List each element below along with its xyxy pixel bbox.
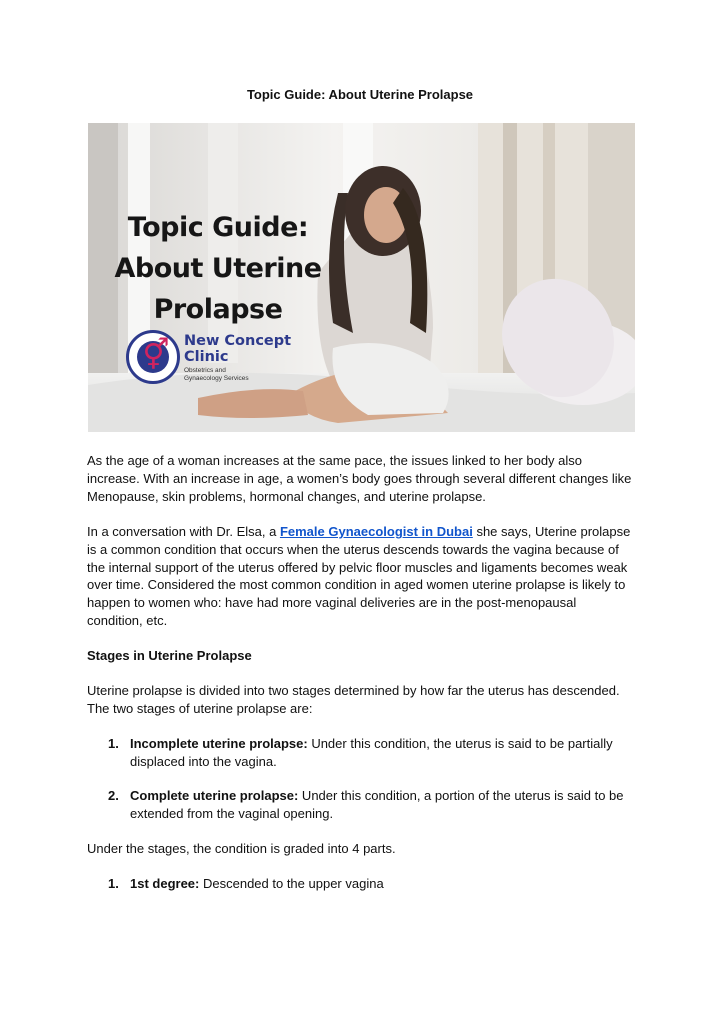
- hero-image: [88, 123, 635, 432]
- stages-heading: Stages in Uterine Prolapse: [87, 648, 252, 663]
- gynaecologist-link[interactable]: Female Gynaecologist in Dubai: [279, 524, 473, 539]
- clinic-logo-badge: [126, 330, 180, 384]
- hero-headline: [98, 207, 338, 330]
- document-title: Topic Guide: About Uterine Prolapse: [246, 87, 474, 102]
- intro-paragraph: As the age of a woman increases at the same pace, the issues linked to her body also increase. With an increase in age, a women’s body goes through several different changes like Menopause, skin problems, hormonal changes, and uterine prolapse.: [87, 453, 632, 504]
- conversation-paragraph: In a conversation with Dr. Elsa, a Female Gynaecologist in Dubai she says, Uterine prolapse is a common condition that occurs when the uterus descends towards the vagina because of the internal support of the uterus offered by pelvic floor muscles and ligaments becomes weak over time. Considered the most common condition in aged women uterine prolapse is likely to happen to women who: have had more vaginal deliveries are in the post-menopausal condition, etc.: [87, 524, 631, 628]
- hero-headline-line: Topic Guide:: [127, 212, 309, 243]
- clinic-logo: [126, 330, 356, 390]
- gender-symbol-icon: ⚥: [142, 338, 170, 373]
- hero-headline-line: About Uterine: [114, 253, 322, 284]
- clinic-name: New Concept Clinic: [184, 333, 292, 365]
- grades-intro-paragraph: Under the stages, the condition is graded into 4 parts.: [87, 841, 396, 856]
- hero-headline-line: Prolapse: [153, 294, 283, 325]
- clinic-tagline: Obstetrics and Gynaecology Services: [184, 367, 249, 382]
- stages-intro-paragraph: Uterine prolapse is divided into two stages determined by how far the uterus has descended. The two stages of uterine prolapse are:: [87, 683, 620, 716]
